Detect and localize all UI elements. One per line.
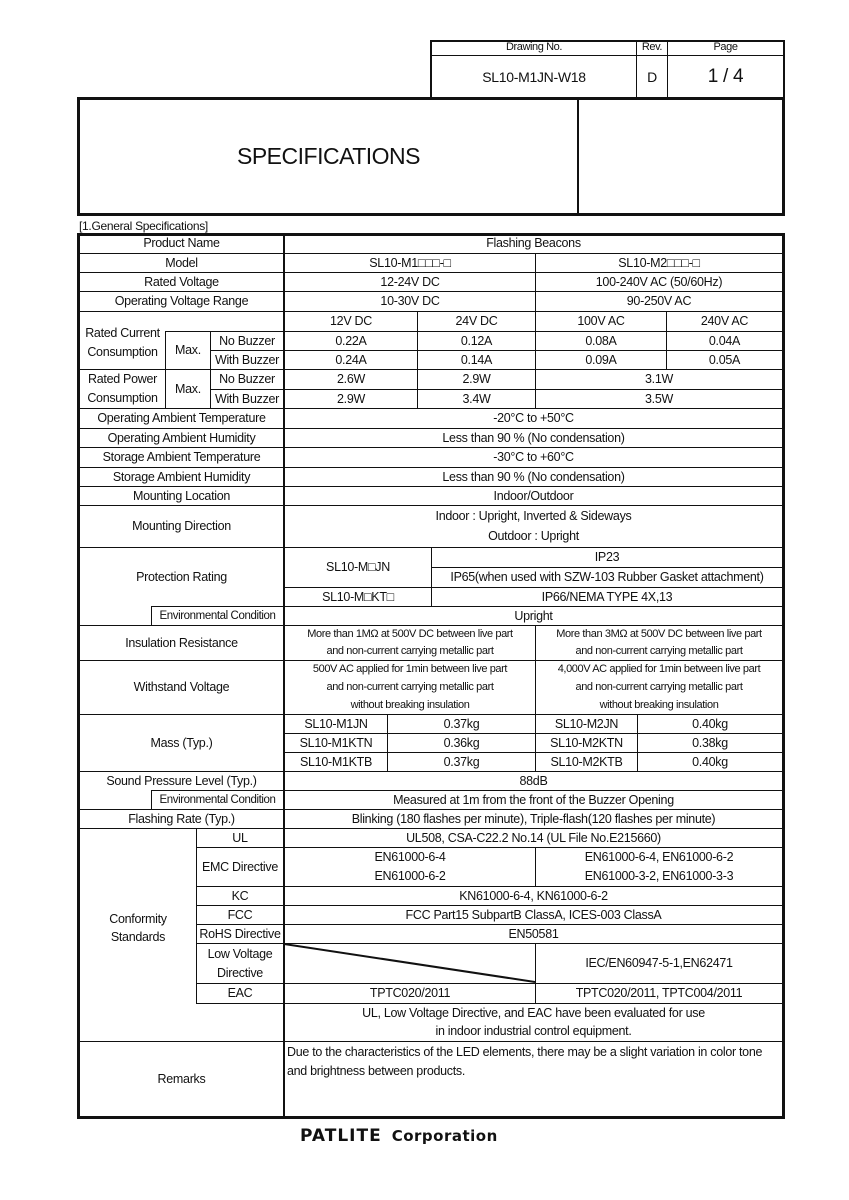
drawing-number: SL10-M1JN-W18 bbox=[482, 68, 586, 85]
mass-m2-model: SL10-M2KTB bbox=[550, 754, 623, 769]
current-no-buzzer-12vdc: 0.22A bbox=[335, 333, 367, 348]
current-with-buzzer-12vdc: 0.24A bbox=[335, 352, 367, 367]
drawing-no-label: Drawing No. bbox=[505, 41, 563, 54]
flash-label: Flashing Rate (Typ.) bbox=[128, 811, 235, 826]
protection-label: Protection Rating bbox=[136, 569, 227, 584]
section-label: [1.General Specifications] bbox=[79, 218, 208, 233]
logo-suffix: Corporation bbox=[391, 1127, 498, 1145]
conformity-label-line2: Standards bbox=[110, 930, 166, 945]
voltage-col-24vdc: 24V DC bbox=[455, 314, 498, 329]
mass-m2-model: SL10-M2KTN bbox=[550, 735, 623, 750]
current-with-buzzer-100vac: 0.09A bbox=[585, 352, 617, 367]
withstand-m1-line1: 500V AC applied for 1min between live part bbox=[312, 663, 508, 676]
withstand-m2-line1: 4,000V AC applied for 1min between live part bbox=[557, 663, 761, 676]
mass-m2-value: 0.38kg bbox=[692, 735, 728, 750]
power-with-buzzer-label: With Buzzer bbox=[214, 391, 280, 406]
protection-env-label: Environmental Condition bbox=[159, 609, 276, 622]
sound-label: Sound Pressure Level (Typ.) bbox=[106, 773, 257, 788]
page-label: Page bbox=[713, 41, 738, 54]
conformity-note-line2: in indoor industrial control equipment. bbox=[435, 1024, 632, 1039]
power-no-buzzer-ac: 3.1W bbox=[645, 372, 673, 387]
mount-location-label: Mounting Location bbox=[132, 488, 231, 503]
insulation-m2-line1: More than 3MΩ at 500V DC between live part bbox=[556, 627, 762, 640]
rated-voltage-label: Rated Voltage bbox=[144, 274, 219, 289]
mass-m1-value: 0.37kg bbox=[443, 754, 480, 769]
current-with-buzzer-240vac: 0.05A bbox=[708, 352, 741, 367]
mass-m1-value: 0.36kg bbox=[443, 735, 480, 750]
logo-brand: PATLITE bbox=[300, 1126, 382, 1146]
st-temp-value: -30°C to +60°C bbox=[493, 450, 574, 465]
op-voltage-m2: 90-250V AC bbox=[626, 294, 692, 309]
insulation-m2-line2: and non-current carrying metallic part bbox=[575, 644, 743, 657]
protection-kt-value: IP66/NEMA TYPE 4X,13 bbox=[541, 589, 673, 604]
protection-kt-model: SL10-M□KT□ bbox=[322, 589, 394, 604]
mass-m1-model: SL10-M1KTN bbox=[299, 735, 373, 750]
insulation-label: Insulation Resistance bbox=[125, 635, 238, 650]
emc-m1-line1: EN61000-6-4 bbox=[374, 850, 446, 865]
mass-m2-value: 0.40kg bbox=[692, 754, 728, 769]
remarks-label: Remarks bbox=[157, 1071, 206, 1086]
op-temp-value: -20°C to +50°C bbox=[493, 411, 574, 426]
op-humidity-value: Less than 90 % (No condensation) bbox=[442, 430, 625, 445]
st-humidity-value: Less than 90 % (No condensation) bbox=[442, 469, 625, 484]
mass-m1-model: SL10-M1KTB bbox=[299, 754, 373, 769]
sound-env-value: Measured at 1m from the front of the Buzzer Opening bbox=[393, 792, 674, 807]
mass-m1-model: SL10-M1JN bbox=[304, 716, 368, 731]
conformity-label-line1: Conformity bbox=[109, 912, 167, 927]
mount-direction-outdoor: Outdoor : Upright bbox=[488, 529, 579, 544]
mount-direction-label: Mounting Direction bbox=[132, 519, 231, 534]
current-no-buzzer-100vac: 0.08A bbox=[585, 333, 617, 348]
page-number: 1 / 4 bbox=[707, 66, 744, 88]
st-temp-label: Storage Ambient Temperature bbox=[102, 450, 261, 465]
withstand-m2-line2: and non-current carrying metallic part bbox=[575, 681, 743, 694]
rated-power-max: Max. bbox=[175, 381, 201, 396]
rated-power-label: Rated Power Consumption bbox=[87, 372, 158, 405]
emc-m1-line2: EN61000-6-2 bbox=[374, 869, 446, 884]
mass-m2-value: 0.40kg bbox=[692, 716, 728, 731]
fcc-label: FCC bbox=[227, 907, 253, 922]
current-with-buzzer-24vdc: 0.14A bbox=[460, 352, 493, 367]
current-no-buzzer-240vac: 0.04A bbox=[708, 333, 741, 348]
mount-direction-indoor: Indoor : Upright, Inverted & Sideways bbox=[435, 509, 632, 524]
rated-current-label: Rated Current Consumption bbox=[85, 325, 160, 359]
mass-m1-value: 0.37kg bbox=[443, 716, 480, 731]
op-voltage-m1: 10-30V DC bbox=[380, 294, 440, 309]
not-applicable-diagonal bbox=[284, 943, 535, 983]
op-temp-label: Operating Ambient Temperature bbox=[97, 411, 266, 426]
eac-label: EAC bbox=[227, 986, 253, 1001]
flash-value: Blinking (180 flashes per minute), Triple-flash(120 flashes per minute) bbox=[351, 811, 716, 826]
model-m1: SL10-M1□□□-□ bbox=[369, 255, 451, 270]
revision: D bbox=[647, 68, 657, 85]
op-humidity-label: Operating Ambient Humidity bbox=[107, 430, 256, 445]
protection-jn-ip65: IP65(when used with SZW-103 Rubber Gasket attachment) bbox=[450, 570, 764, 585]
rated-voltage-m1: 12-24V DC bbox=[380, 274, 440, 289]
lvd-m2-value: IEC/EN60947-5-1,EN62471 bbox=[585, 956, 733, 971]
rohs-value: EN50581 bbox=[508, 926, 559, 941]
insulation-m1-line2: and non-current carrying metallic part bbox=[326, 644, 494, 657]
model-m2: SL10-M2□□□-□ bbox=[618, 255, 700, 270]
rohs-label: RoHS Directive bbox=[199, 926, 281, 941]
conformity-note-line1: UL, Low Voltage Directive, and EAC have been evaluated for use bbox=[362, 1006, 705, 1021]
current-no-buzzer-24vdc: 0.12A bbox=[460, 333, 493, 348]
eac-m1-value: TPTC020/2011 bbox=[369, 986, 451, 1001]
withstand-label: Withstand Voltage bbox=[133, 680, 230, 695]
current-with-buzzer-label: With Buzzer bbox=[214, 352, 280, 367]
ul-label: UL bbox=[232, 830, 248, 845]
kc-label: KC bbox=[231, 888, 249, 903]
insulation-m1-line1: More than 1MΩ at 500V DC between live part bbox=[307, 627, 513, 640]
eac-m2-value: TPTC020/2011, TPTC004/2011 bbox=[575, 986, 743, 1001]
power-no-buzzer-12vdc: 2.6W bbox=[337, 372, 365, 387]
sound-value: 88dB bbox=[519, 773, 548, 788]
st-humidity-label: Storage Ambient Humidity bbox=[112, 469, 251, 484]
power-no-buzzer-24vdc: 2.9W bbox=[462, 372, 491, 387]
ul-value: UL508, CSA-C22.2 No.14 (UL File No.E215660) bbox=[406, 830, 661, 845]
remarks-value: Due to the characteristics of the LED elements, there may be a slight variation in color tone and brightness between products. bbox=[287, 1045, 763, 1078]
mount-location-value: Indoor/Outdoor bbox=[493, 488, 574, 503]
rated-current-max: Max. bbox=[175, 343, 201, 358]
patlite-logo bbox=[300, 1126, 498, 1146]
sound-env-label: Environmental Condition bbox=[159, 793, 276, 806]
fcc-value: FCC Part15 SubpartB ClassA, ICES-003 ClassA bbox=[405, 907, 662, 922]
product-name-value: Flashing Beacons bbox=[486, 236, 581, 251]
voltage-col-100vac: 100V AC bbox=[577, 314, 625, 329]
withstand-m1-line3: without breaking insulation bbox=[350, 698, 470, 711]
rated-voltage-m2: 100-240V AC (50/60Hz) bbox=[595, 274, 723, 289]
protection-jn-ip23: IP23 bbox=[594, 550, 620, 565]
mass-m2-model: SL10-M2JN bbox=[554, 716, 619, 731]
withstand-m2-line3: without breaking insulation bbox=[599, 698, 719, 711]
lvd-label-line1: Low Voltage bbox=[207, 946, 273, 961]
power-no-buzzer-label: No Buzzer bbox=[219, 372, 275, 387]
page-title: SPECIFICATIONS bbox=[237, 142, 420, 169]
emc-m2-line1: EN61000-6-4, EN61000-6-2 bbox=[584, 850, 734, 865]
emc-m2-line2: EN61000-3-2, EN61000-3-3 bbox=[584, 869, 734, 884]
withstand-m1-line2: and non-current carrying metallic part bbox=[326, 681, 494, 694]
kc-value: KN61000-6-4, KN61000-6-2 bbox=[459, 888, 608, 903]
mass-label: Mass (Typ.) bbox=[150, 735, 213, 750]
voltage-col-12vdc: 12V DC bbox=[330, 314, 372, 329]
protection-jn-model: SL10-M□JN bbox=[326, 560, 390, 575]
model-label: Model bbox=[165, 255, 198, 270]
current-no-buzzer-label: No Buzzer bbox=[219, 333, 275, 348]
voltage-col-240vac: 240V AC bbox=[700, 314, 749, 329]
product-name-label: Product Name bbox=[143, 236, 220, 251]
power-with-buzzer-12vdc: 2.9W bbox=[337, 391, 365, 406]
op-voltage-label: Operating Voltage Range bbox=[114, 294, 249, 309]
lvd-label-line2: Directive bbox=[217, 965, 263, 980]
rev-label: Rev. bbox=[641, 41, 663, 54]
emc-label: EMC Directive bbox=[202, 859, 278, 874]
protection-env-value: Upright bbox=[514, 608, 553, 623]
power-with-buzzer-ac: 3.5W bbox=[645, 391, 673, 406]
power-with-buzzer-24vdc: 3.4W bbox=[462, 391, 491, 406]
